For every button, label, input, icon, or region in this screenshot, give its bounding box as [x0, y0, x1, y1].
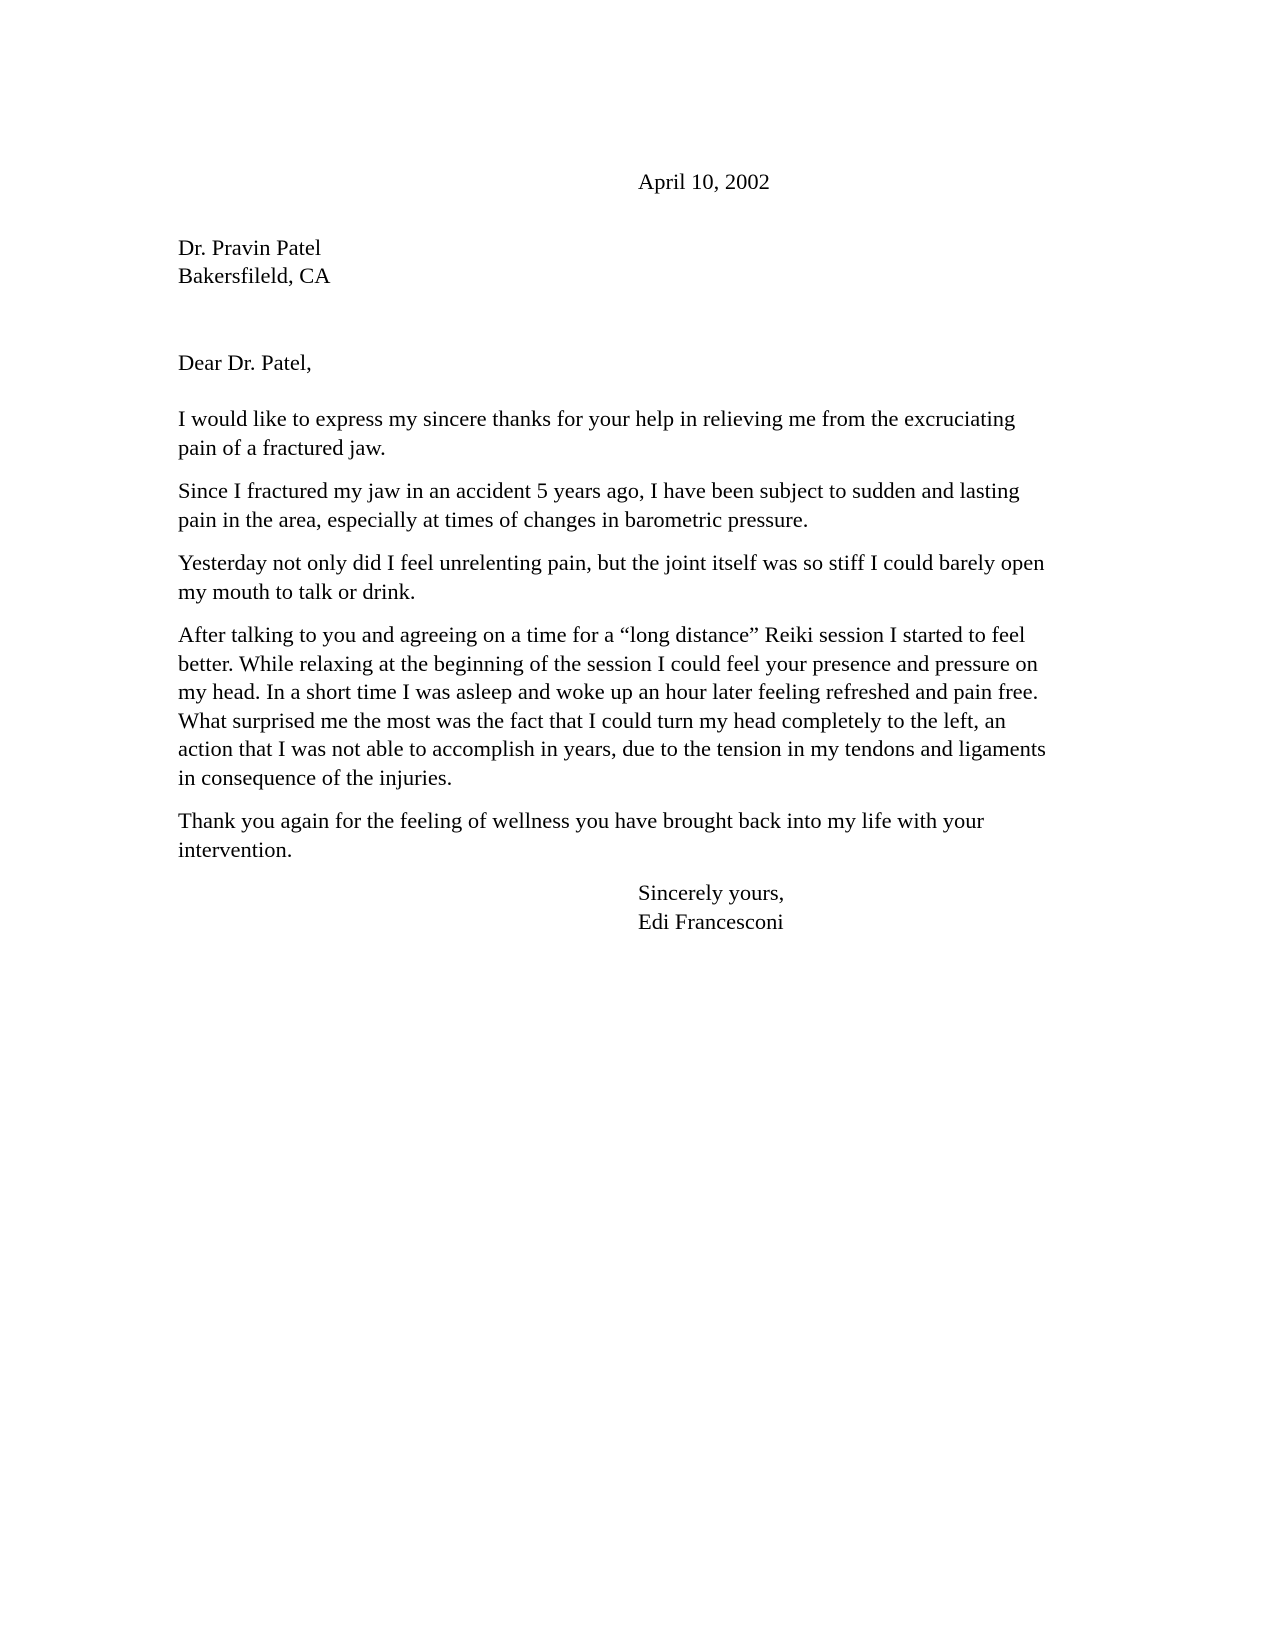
recipient-name: Dr. Pravin Patel — [178, 234, 322, 260]
recipient-location: Bakersfileld, CA — [178, 263, 331, 288]
recipient-block — [178, 234, 1050, 291]
valediction: Sincerely yours, — [638, 880, 785, 905]
salutation: Dear Dr. Patel, — [178, 349, 312, 375]
paragraph-history: Since I fractured my jaw in an accident 5 years ago, I have been subject to sudden and lasting pain in the area, especially at times of changes in barometric pressure. — [178, 478, 1020, 532]
letter-content — [178, 168, 1050, 936]
signature-name: Edi Francesconi — [638, 908, 784, 934]
closing-block — [638, 879, 1050, 936]
letter-date: April 10, 2002 — [638, 169, 770, 194]
paragraph-thanks: I would like to express my sincere thanks for your help in relieving me from the excruciating pain of a fractured jaw. — [178, 406, 1016, 460]
paragraph-session: After talking to you and agreeing on a time for a “long distance” Reiki session I started to feel better. While relaxing at the beginning of the session I could feel your presence and pressure on my head. In a short time I was asleep and woke up an hour later feeling refreshed and pain free. What surprised me the most was the fact that I could turn my head completely to the left, an action that I was not able to accomplish in years, due to the tension in my tendons and ligaments in consequence of the injuries. — [178, 622, 1046, 790]
paragraph-gratitude: Thank you again for the feeling of wellness you have brought back into my life with your intervention. — [178, 808, 985, 862]
paragraph-yesterday: Yesterday not only did I feel unrelenting pain, but the joint itself was so stiff I could barely open my mouth to talk or drink. — [178, 550, 1045, 604]
